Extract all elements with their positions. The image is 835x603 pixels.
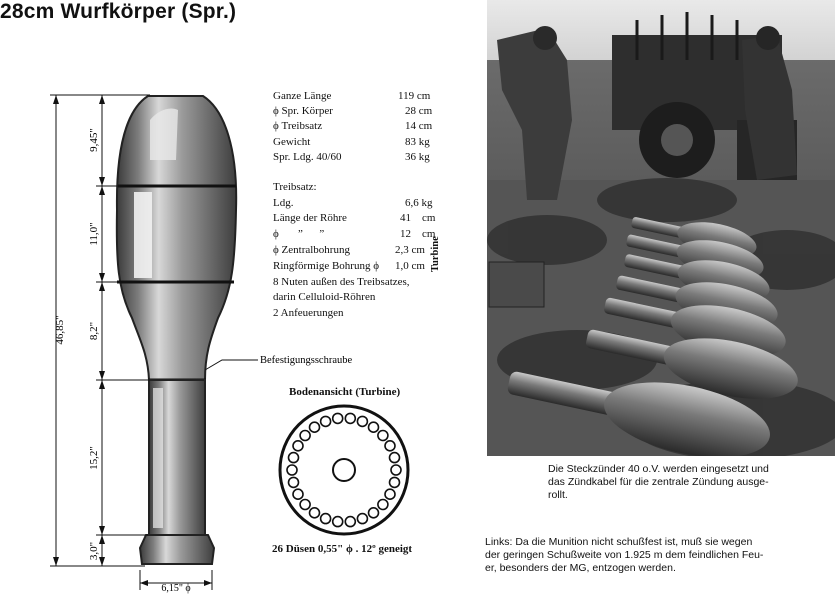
photo-caption-line-1: Die Steckzünder 40 o.V. werden eingesetzt und bbox=[548, 463, 769, 475]
nozzle-hole bbox=[289, 477, 299, 487]
treib-value-tube-length: 41 cm bbox=[400, 212, 436, 224]
nozzle-hole bbox=[321, 416, 331, 426]
dim-body: 11,0" bbox=[88, 222, 100, 246]
spec-label-weight: Gewicht bbox=[273, 136, 311, 148]
nozzle-hole bbox=[378, 431, 388, 441]
dim-nose: 9,45" bbox=[88, 128, 100, 152]
field-photo bbox=[487, 0, 835, 456]
dim-taper: 8,2" bbox=[88, 321, 100, 341]
nozzle-hole bbox=[345, 413, 355, 423]
nozzle-hole bbox=[300, 431, 310, 441]
treib-label-load: Ldg. bbox=[273, 197, 294, 209]
photo-caption-line-3: rollt. bbox=[548, 489, 568, 501]
spec-label-charge: Spr. Ldg. 40/60 bbox=[273, 151, 342, 163]
treib-label-tube-diameter: ϕ ” ” bbox=[273, 228, 325, 240]
nozzle-hole bbox=[369, 508, 379, 518]
nozzle-hole bbox=[310, 422, 320, 432]
page-title: 28cm Wurfkörper (Spr.) bbox=[0, 0, 237, 23]
bottom-caption-line-1: Links: Da die Munition nicht schußfest ist, muß sie wegen bbox=[485, 536, 753, 548]
nozzle-hole bbox=[293, 441, 303, 451]
dim-base: 3,0" bbox=[88, 541, 100, 561]
nozzle-hole bbox=[378, 500, 388, 510]
bottom-caption-line-2: der geringen Schußweite von 1.925 m dem feindlichen Feu- bbox=[485, 549, 764, 561]
spec-value-weight: 83 kg bbox=[405, 136, 430, 148]
nozzle-hole bbox=[333, 413, 343, 423]
treibsatz-heading: Treibsatz: bbox=[273, 181, 317, 193]
treib-label-ring-bore: Ringförmige Bohrung ϕ bbox=[273, 260, 380, 272]
note-3: 2 Anfeuerungen bbox=[273, 307, 344, 319]
nozzle-hole bbox=[385, 441, 395, 451]
spec-label-total-length: Ganze Länge bbox=[273, 90, 332, 102]
nozzle-hole bbox=[345, 517, 355, 527]
callout-label: Befestigungsschraube bbox=[260, 355, 353, 366]
nozzle-hole bbox=[293, 489, 303, 499]
dim-total-length: 46,85" bbox=[54, 315, 66, 345]
note-1: 8 Nuten außen des Treibsatzes, bbox=[273, 276, 410, 288]
nozzle-label: 26 Düsen 0,55" ϕ . 12º geneigt bbox=[272, 543, 413, 555]
nozzle-hole bbox=[333, 517, 343, 527]
dim-base-width: 6,15" ϕ bbox=[161, 583, 191, 594]
nozzle-hole bbox=[287, 465, 297, 475]
photo-caption bbox=[548, 463, 769, 502]
nozzle-hole bbox=[310, 508, 320, 518]
nozzle-hole bbox=[357, 416, 367, 426]
nozzle-hole bbox=[369, 422, 379, 432]
nozzle-hole bbox=[289, 453, 299, 463]
nozzle-hole bbox=[321, 514, 331, 524]
spec-label-motor-diameter: ϕ Treibsatz bbox=[273, 120, 323, 132]
treib-value-load: 6,6 kg bbox=[405, 197, 433, 209]
treib-value-tube-diameter: 12 cm bbox=[400, 228, 436, 240]
treib-label-tube-length: Länge der Röhre bbox=[273, 212, 347, 224]
nozzle-hole bbox=[390, 477, 400, 487]
bottom-view-title: Bodenansicht (Turbine) bbox=[289, 386, 401, 398]
spec-value-body-diameter: 28 cm bbox=[405, 105, 433, 117]
treib-value-ring-bore: 1,0 cm bbox=[395, 260, 425, 272]
nozzle-hole bbox=[300, 500, 310, 510]
spec-value-total-length: 119 cm bbox=[398, 90, 431, 102]
photo-caption-line-2: das Zündkabel für die zentrale Zündung ausge- bbox=[548, 476, 769, 488]
turbine-vertical-label: Turbine bbox=[430, 236, 441, 272]
spec-label-body-diameter: ϕ Spr. Körper bbox=[273, 105, 333, 117]
nozzle-hole bbox=[357, 514, 367, 524]
spec-value-motor-diameter: 14 cm bbox=[405, 120, 433, 132]
nozzle-hole bbox=[385, 489, 395, 499]
nozzle-hole bbox=[390, 453, 400, 463]
bottom-caption-line-3: er, besonders der MG, entzogen werden. bbox=[485, 562, 676, 574]
rocket-base bbox=[140, 535, 214, 564]
treib-value-central-bore: 2,3 cm bbox=[395, 244, 425, 256]
bottom-caption bbox=[485, 536, 763, 575]
spec-value-charge: 36 kg bbox=[405, 151, 430, 163]
treib-label-central-bore: ϕ Zentralbohrung bbox=[273, 244, 350, 256]
dim-tube: 15,2" bbox=[88, 446, 100, 470]
nozzle-hole bbox=[391, 465, 401, 475]
note-2: darin Celluloid-Röhren bbox=[273, 291, 376, 303]
turbine-bottom-view bbox=[280, 406, 408, 534]
